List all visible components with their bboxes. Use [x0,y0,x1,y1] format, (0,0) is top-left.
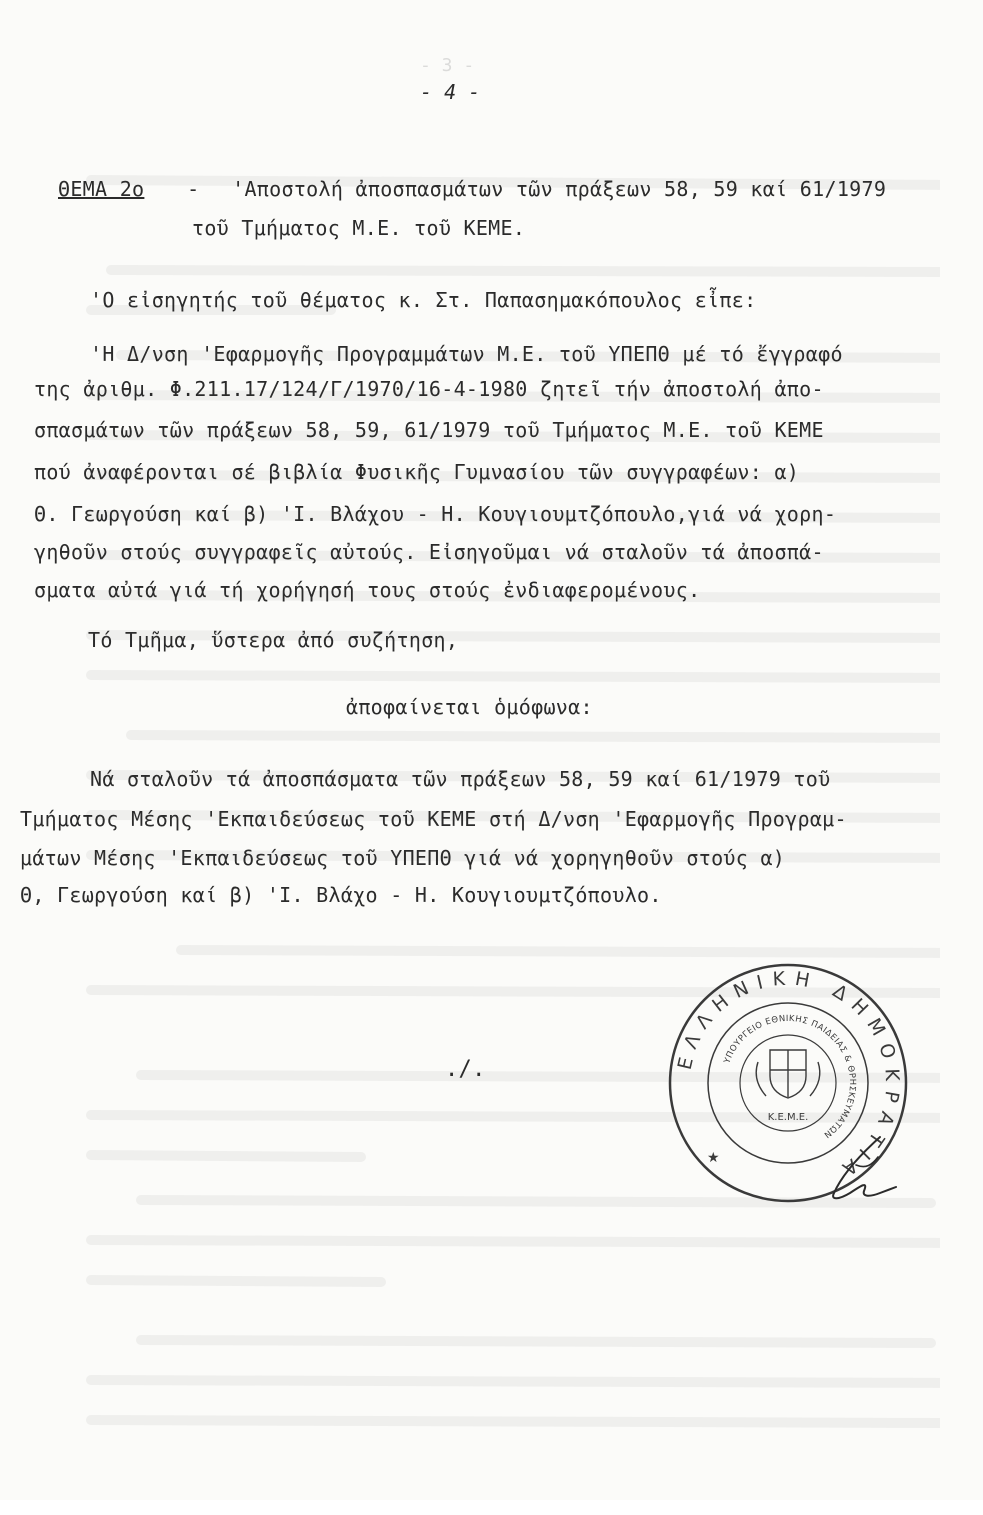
handwritten-signature [820,1135,900,1205]
end-separator: ./. [445,1057,486,1082]
body-line-1: 'Ο εἰσηγητής τοῦ θέματος κ. Στ. Παπασημακόπουλος εἶπε: [90,288,757,312]
svg-text:Κ.Ε.Μ.Ε.: Κ.Ε.Μ.Ε. [767,1112,809,1123]
decision-line-3: μάτων Μέσης 'Εκπαιδεύσεως τοῦ ΥΠΕΠΘ γιά νά χορηγηθοῦν στούς α) [20,846,786,870]
svg-text:ΥΠΟΥΡΓΕΙΟ ΕΘΝΙΚΗΣ ΠΑΙΔΕΙΑΣ & Θ: ΥΠΟΥΡΓΕΙΟ ΕΘΝΙΚΗΣ ΠΑΙΔΕΙΑΣ & ΘΡΗΣΚΕΥΜΑΤΩΝ [722,1013,858,1140]
discussion-line: Τό Τμῆμα, ὕστερα ἀπό συζήτηση, [88,628,459,652]
decision-heading: ἀποφαίνεται ὁμόφωνα: [346,695,593,719]
decision-line-1: Νά σταλοῦν τά ἀποσπάσματα τῶν πράξεων 58, 59 καί 61/1979 τοῦ [90,767,831,791]
body-line-5: πού ἀναφέρονται σέ βιβλία Φυσικῆς Γυμνασίου τῶν συγγραφέων: α) [34,460,800,484]
body-line-7: γηθοῦν στούς συγγραφεῖς αὐτούς. Εἰσηγοῦμαι νά σταλοῦν τά ἀποσπά- [34,540,824,564]
heading-title-line1: 'Αποστολή ἀποσπασμάτων τῶν πράξεων 58, 59 καί 61/1979 [232,177,887,201]
body-line-2: 'Η Δ/νση 'Εφαρμογῆς Προγραμμάτων Μ.Ε. τοῦ ΥΠΕΠΘ μέ τό ἔγγραφό [90,342,843,366]
heading-row [58,177,886,201]
topic-label: ΘΕΜΑ 2ο [58,177,145,201]
body-line-6: Θ. Γεωργούση καί β) 'Ι. Βλάχου - Η. Κουγιουμτζόπουλο,γιά νά χορη- [34,502,837,526]
svg-text:ΕΛΛΗΝΙΚΗ ΔΗΜΟΚΡΑΤΙΑ: ΕΛΛΗΝΙΚΗ ΔΗΜΟΚΡΑΤΙΑ [673,967,904,1185]
heading-title-line2: τοῦ Τμήματος Μ.Ε. τοῦ ΚΕΜΕ. [192,216,526,240]
page-number: - 4 - [420,80,481,104]
body-line-4: σπασμάτων τῶν πράξεων 58, 59, 61/1979 τοῦ Τμήματος Μ.Ε. τοῦ ΚΕΜΕ [34,418,824,442]
ghost-page-number: - 3 - [420,55,475,76]
decision-line-2: Τμήματος Μέσης 'Εκπαιδεύσεως τοῦ ΚΕΜΕ στή Δ/νση 'Εφαρμογῆς Προγραμ- [20,807,847,831]
body-line-8: σματα αὐτά γιά τή χορήγησή τους στούς ἐνδιαφερομένους. [34,578,701,602]
heading-dash: - [187,177,200,201]
svg-text:★: ★ [707,1150,720,1166]
decision-line-4: Θ, Γεωργούση καί β) 'Ι. Βλάχο - Η. Κουγιουμτζόπουλο. [20,883,662,907]
body-line-3: της ἀριθμ. Φ.211.17/124/Γ/1970/16-4-1980 ζητεῖ τήν ἀποστολή ἀπο- [34,377,824,401]
